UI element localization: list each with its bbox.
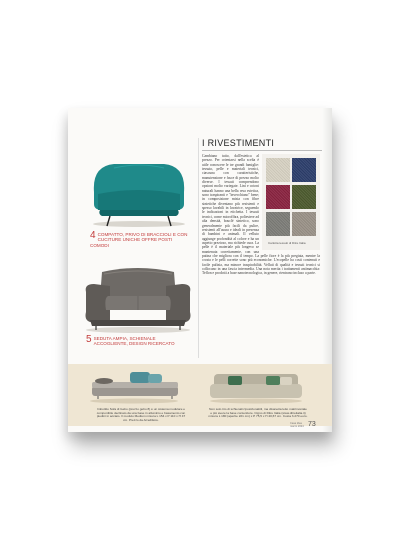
- product-5-number: 5: [86, 334, 92, 345]
- fabric-swatches-figure: [262, 154, 320, 250]
- swatch-navy: [292, 158, 316, 182]
- product-4-number: 4: [90, 230, 96, 241]
- column-divider: [198, 138, 199, 358]
- grey-sofa-image: [80, 260, 196, 336]
- teal-sofa-image: [84, 152, 194, 232]
- modular-sofa-caption: Imbottito Sofa di Gebo (prezzo gebo 8) è un sistema modulare e componibile declinato da una base in alluminio e basamento con piedini in acciaio. Il modulo Medium misura L 154 x P 110 x H 47 cm. Prezzo da Arredittore.: [96, 407, 186, 423]
- article-body: Cambiano tutto, dall'estetica al prezzo. Per orientarsi nella scelta è utile conoscere le tre grandi famiglie: tessuto, pelle e materiali tecnici, ciascuna con caratteristiche, manutenzione e fasce di prezzo molto diverse. I tessuti comprendono opzioni molto variegate. Lini e cotoni naturali hanno una bella resa estetica, sono traspiranti e "invecchiano" bene; in composizione mista con fibre sintetiche diventano più resistenti e spesso lavabili in lavatrice, seguendo le indicazioni in etichetta. I tessuti tecnici, come microfibra, poliestere ad alta densità, bouclé sintetico, sono generalmente più facili da pulire, resistenti all'usura e ideali in presenza di bambini e animali. Il velluto aggiunge profondità al colore e ha un aspetto prezioso, ma richiede cura. La pelle è il materiale più longevo se mantenuta correttamente, con una patina che migliora con il tempo. La pelle fiore è la più pregiata, mentre la crosta e le pelli corrette sono più economiche. L'ecopelle ha costi contenuti e facile pulizia, ma minore traspirabilità. Velluti di qualità e tessuti tecnici si collocano in una fascia intermedia. Una nota merita i trattamenti antimacchia: Teflon e prodotti a base nanotecnologica, in genere, rientrano incluso a parte.: [202, 154, 320, 276]
- product-4-text: COMPATTO, PRIVO DI BRACCIOLI E CON CUCITURE UNICHE OFFRE POSTI COMODI: [90, 232, 188, 248]
- swatch-burgundy: [266, 185, 290, 209]
- magazine-page: [68, 108, 332, 432]
- product-5-text: SEDUTA AMPIA, SCHIENALE ACCOGLIENTE, DESIGN RICERCATO: [93, 336, 175, 347]
- modular-sofa-image: [86, 366, 182, 406]
- page-number: 73: [308, 421, 316, 428]
- swatch-olive: [292, 185, 316, 209]
- swatch-grey: [266, 212, 290, 236]
- article-body-column: [202, 154, 320, 354]
- product-4-caption: [90, 232, 190, 248]
- article-title: I RIVESTIMENTI: [202, 138, 322, 151]
- swatch-caption: Carlotta tessuti di Ditre Italia: [268, 241, 306, 245]
- magazine-name: Casa Idea: [290, 422, 302, 425]
- sofa-bed-image: [206, 366, 306, 406]
- issue-date: marzo 2024: [290, 425, 304, 428]
- sofa-bed-caption: Non solo trio di schienali riposizionabili, ma divanetta letto matrimoniale e più avere la base contenitore. Cigno di Ditre Italia (www.ditreitalia.it) misura L 180 (apertte 221 cm) x P 75,5 x H 40,67 cm. Costa 3.270 euro.: [208, 407, 308, 419]
- swatch-taupe: [292, 212, 316, 236]
- footer-magazine: [290, 422, 304, 428]
- swatch-beige: [266, 158, 290, 182]
- product-5-caption: [86, 336, 186, 347]
